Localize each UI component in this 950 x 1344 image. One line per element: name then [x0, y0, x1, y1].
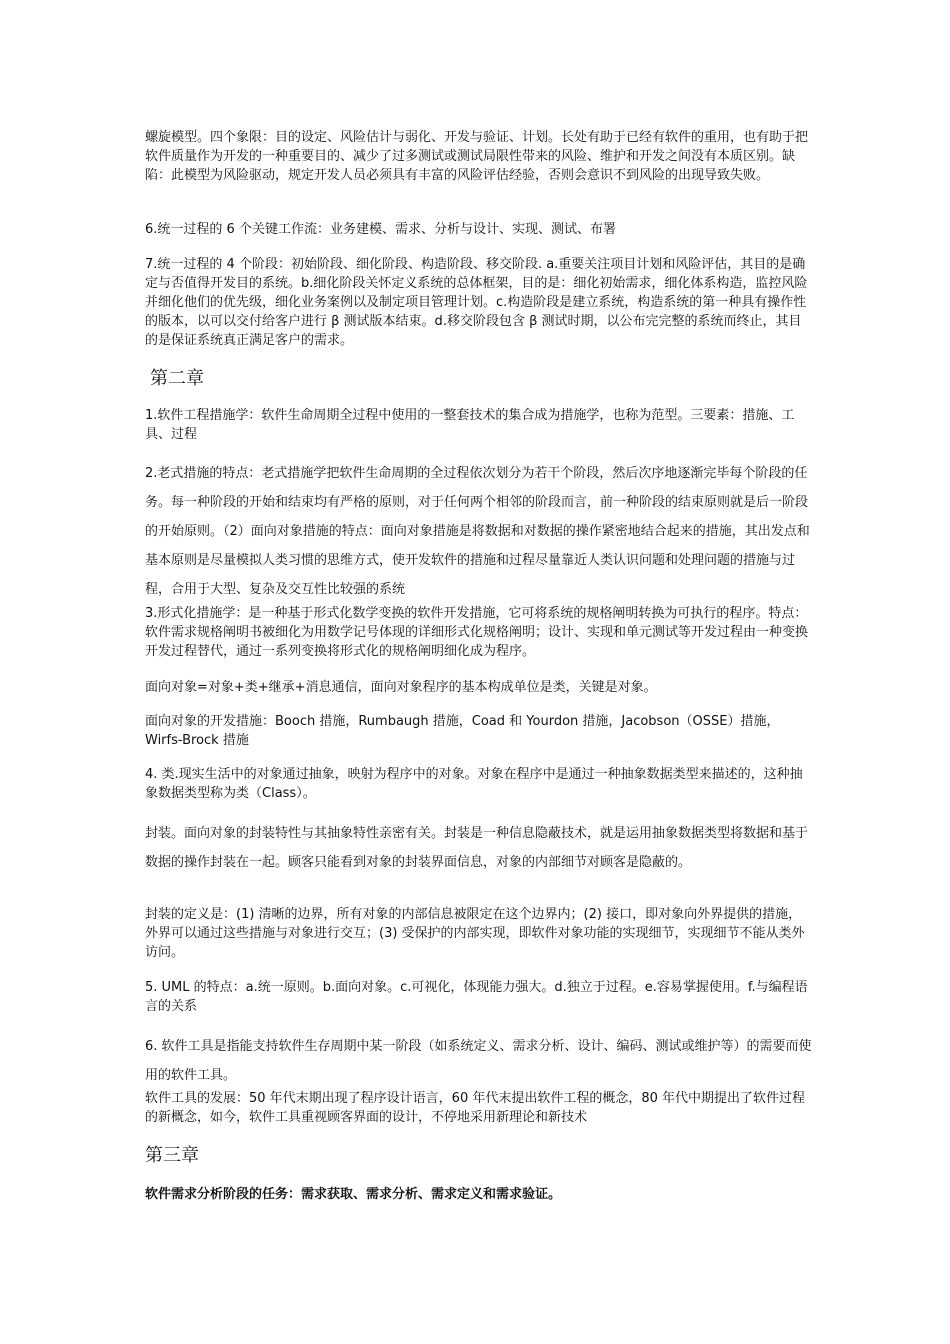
chapter-3-heading: 第三章: [145, 1145, 199, 1166]
paragraph-traditional-methods: 2.老式措施的特点：老式措施学把软件生命周期的全过程依次划分为若干个阶段，然后次序地逐渐完毕每个阶段的任务。每一种阶段的开始和结束均有严格的原则，对于任何两个相邻的阶段而言，前一种阶段的结束原则就是后一阶段的开始原则。（2）面向对象措施的特点：面向对象措施是将数据和对数据的操作紧密地结合起来的措施，其出发点和基本原则是尽量模拟人类习惯的思维方式，使开发软件的措施和过程尽量靠近人类认识问题和处理问题的措施与过程，合用于大型、复杂及交互性比较强的系统: [145, 466, 810, 597]
paragraph-key-workflows: 6.统一过程的 6 个关键工作流：业务建模、需求、分析与设计、实现、测试、布署: [145, 222, 616, 237]
paragraph-spiral-model: 螺旋模型。四个象限：目的设定、风险估计与弱化、开发与验证、计划。长处有助于已经有软件的重用，也有助于把软件质量作为开发的一种重要目的、减少了过多测试或测试局限性带来的风险、维护和开发之间没有本质区别。缺陷：此模型为风险驱动，规定开发人员必须具有丰富的风险评估经验，否则会意识不到风险的出现导致失败。: [145, 130, 809, 183]
paragraph-software-tools: 6. 软件工具是指能支持软件生存周期中某一阶段（如系统定义、需求分析、设计、编码、测试或维护等）的需要而使用的软件工具。: [145, 1039, 812, 1083]
paragraph-encapsulation: 封装。面向对象的封装特性与其抽象特性亲密有关。封装是一种信息隐蔽技术，就是运用抽象数据类型将数据和基于数据的操作封装在一起。顾客只能看到对象的封装界面信息，对象的内部细节对顾客是隐蔽的。: [145, 826, 809, 870]
paragraph-oo-methods: 面向对象的开发措施：Booch 措施，Rumbaugh 措施，Coad 和 Yourdon 措施，Jacobson（OSSE）措施，Wirfs-Brock 措施: [145, 714, 780, 748]
paragraph-methodology: 1.软件工程措施学：软件生命周期全过程中使用的一整套技术的集合成为措施学，也称为范型。三要素：措施、工具、过程: [145, 408, 795, 442]
paragraph-formal-methods: 3.形式化措施学：是一种基于形式化数学变换的软件开发措施，它可将系统的规格阐明转换为可执行的程序。特点：软件需求规格阐明书被细化为用数学记号体现的详细形式化规格阐明；设计、实现和单元测试等开发过程由一种变换开发过程替代，通过一系列变换将形式化的规格阐明细化成为程序。: [145, 606, 809, 659]
paragraph-encapsulation-definition: 封装的定义是：(1) 清晰的边界，所有对象的内部信息被限定在这个边界内；(2) 接口，即对象向外界提供的措施，外界可以通过这些措施与对象进行交互；(3) 受保护的内部实现，即软件对象功能的实现细节，实现细节不能从类外访问。: [145, 907, 805, 960]
paragraph-tools-development: 软件工具的发展：50 年代末期出现了程序设计语言，60 年代末提出软件工程的概念，80 年代中期提出了软件过程的新概念，如今，软件工具重视顾客界面的设计，不停地采用新理论和新技术: [145, 1091, 806, 1125]
paragraph-class: 4. 类.现实生活中的对象通过抽象，映射为程序中的对象。对象在程序中是通过一种抽象数据类型来描述的，这种抽象数据类型称为类（Class）。: [145, 767, 803, 801]
paragraph-oo-formula: 面向对象=对象+类+继承+消息通信，面向对象程序的基本构成单位是类，关键是对象。: [145, 680, 657, 695]
chapter-2-heading: 第二章: [150, 368, 204, 389]
paragraph-uml-features: 5. UML 的特点：a.统一原则。b.面向对象。c.可视化，体现能力强大。d.独立于过程。e.容易掌握使用。f.与编程语言的关系: [145, 980, 808, 1014]
paragraph-four-phases: 7.统一过程的 4 个阶段：初始阶段、细化阶段、构造阶段、移交阶段. a.重要关注项目计划和风险评估，其目的是确定与否值得开发目的系统。b.细化阶段关怀定义系统的总体框架，目的是：细化初始需求，细化体系构造，监控风险并细化他们的优先级，细化业务案例以及制定项目管理计划。c.构造阶段是建立系统，构造系统的第一种具有操作性的版本，以可以交付给客户进行 β 测试版本结束。d.移交阶段包含 β 测试时期，以公布完完整的系统而终止，其目的是保证系统真正满足客户的需求。: [145, 257, 808, 348]
paragraph-requirements-tasks: 软件需求分析阶段的任务：需求获取、需求分析、需求定义和需求验证。: [145, 1187, 562, 1202]
